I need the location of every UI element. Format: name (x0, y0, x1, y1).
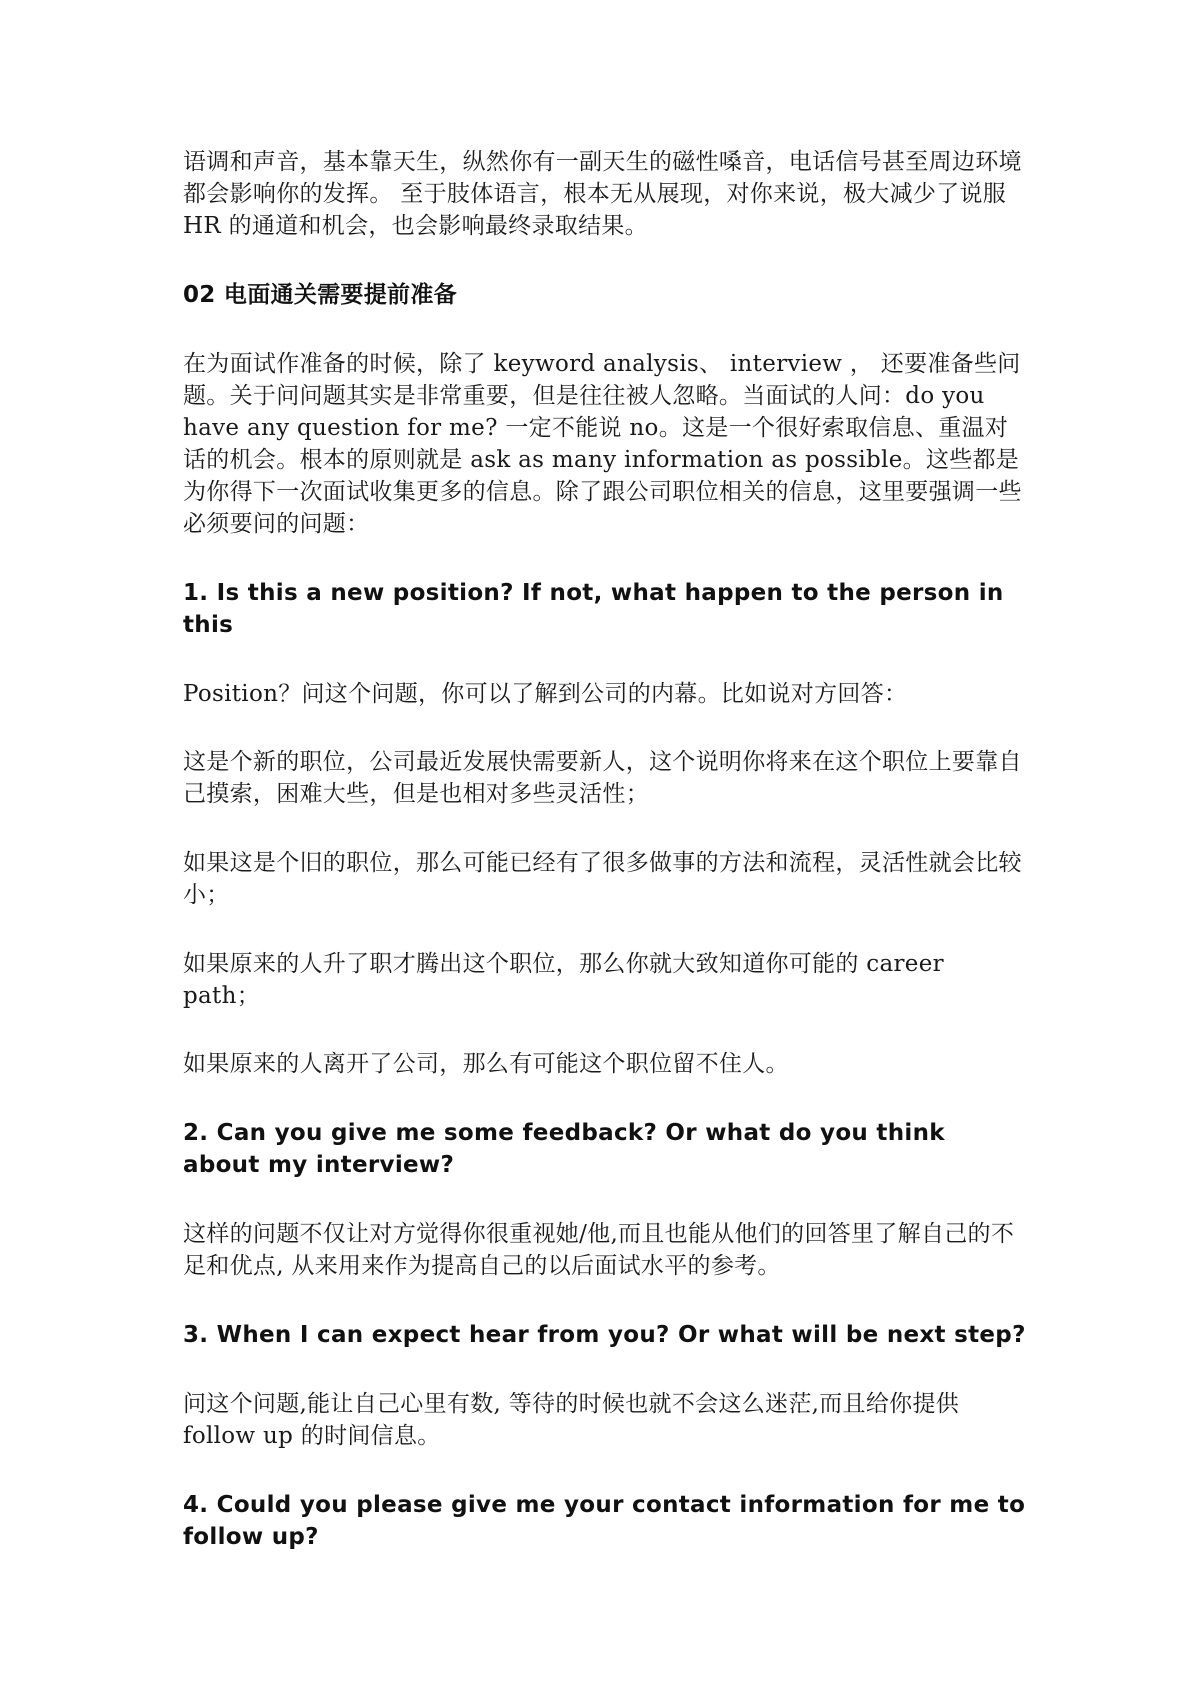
paragraph-feedback: 这样的问题不仅让对方觉得你很重视她/他,而且也能从他们的回答里了解自己的不足和优点, 从来用来作为提高自己的以后面试水平的参考。 (183, 1221, 1015, 1279)
section-heading-preparation: 02 电面通关需要提前准备 (183, 282, 457, 308)
paragraph-old-position: 如果这是个旧的职位，那么可能已经有了很多做事的方法和流程，灵活性就会比较小； (183, 850, 1022, 908)
question-heading-3: 3. When I can expect hear from you? Or what will be next step? (183, 1322, 1026, 1348)
paragraph-next-step: 问这个问题,能让自己心里有数, 等待的时候也就不会这么迷茫,而且给你提供 follow up 的时间信息。 (183, 1391, 960, 1449)
question-heading-1: 1. Is this a new position? If not, what happen to the person in this (183, 580, 1004, 638)
question-heading-2: 2. Can you give me some feedback? Or what do you think about my interview? (183, 1120, 945, 1178)
question-heading-4: 4. Could you please give me your contact information for me to follow up? (183, 1492, 1026, 1550)
paragraph-ask-questions: 在为面试作准备的时候，除了 keyword analysis、 interview ， 还要准备些问题。关于问问题其实是非常重要，但是往往被人忽略。当面试的人问：do you have any question for me? 一定不能说 no。这是一个很好索取信息、重温对话的机会。根本的原则就是 ask as many information as possible。这些都是为你得下一次面试收集更多的信息。除了跟公司职位相关的信息，这里要强调一些必须要问的问题： (183, 351, 1022, 537)
document-body (183, 146, 1028, 1553)
paragraph-voice-tone: 语调和声音，基本靠天生，纵然你有一副天生的磁性嗓音，电话信号甚至周边环境都会影响你的发挥。 至于肢体语言，根本无从展现，对你来说，极大减少了说服 HR 的通道和机会，也会影响最终录取结果。 (183, 149, 1022, 239)
paragraph-promotion: 如果原来的人升了职才腾出这个职位，那么你就大致知道你可能的 career path； (183, 951, 944, 1009)
paragraph-position-insight: Position？问这个问题，你可以了解到公司的内幕。比如说对方回答： (183, 681, 908, 707)
paragraph-person-left: 如果原来的人离开了公司，那么有可能这个职位留不住人。 (183, 1051, 789, 1077)
paragraph-new-position: 这是个新的职位，公司最近发展快需要新人，这个说明你将来在这个职位上要靠自己摸索，困难大些，但是也相对多些灵活性； (183, 749, 1022, 807)
